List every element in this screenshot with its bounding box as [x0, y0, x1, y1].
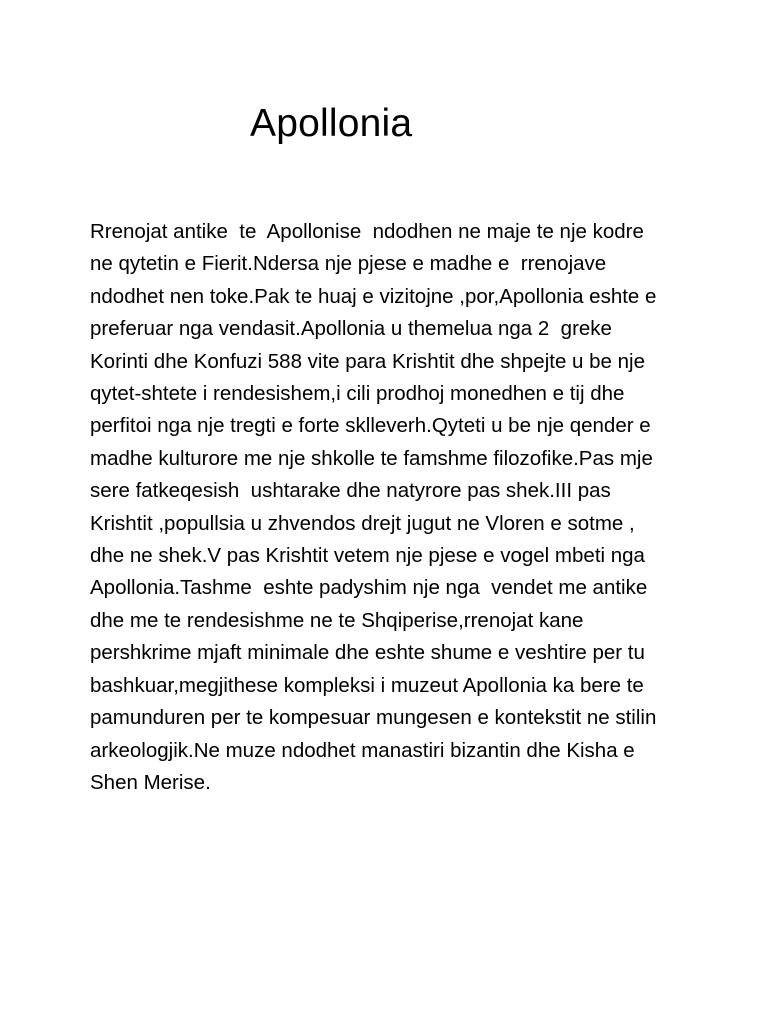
text-line: Korinti dhe Konfuzi 588 vite para Krishtit dhe shpejte u be nje — [90, 349, 645, 373]
text-line: ndodhet nen toke.Pak te huaj e vizitojne ,por,Apollonia eshte e — [90, 284, 657, 308]
text-line: pamunduren per te kompesuar mungesen e kontekstit ne stilin — [90, 706, 657, 730]
text-line: dhe ne shek.V pas Krishtit vetem nje pjese e vogel mbeti nga — [90, 544, 645, 568]
text-line: Apollonia.Tashme eshte padyshim nje nga vendet me antike — [90, 576, 648, 600]
document-title: Apollonia — [250, 102, 413, 145]
text-line: preferuar nga vendasit.Apollonia u themelua nga 2 greke — [90, 317, 612, 341]
text-line: sere fatkeqesish ushtarake dhe natyrore pas shek.III pas — [90, 479, 611, 503]
text-line: qytet-shtete i rendesishem,i cili prodhoj monedhen e tij dhe — [90, 382, 625, 406]
text-line: pershkrime mjaft minimale dhe eshte shume e veshtire per tu — [90, 641, 645, 665]
text-line: ne qytetin e Fierit.Ndersa nje pjese e madhe e rrenojave — [90, 252, 607, 276]
text-line: dhe me te rendesishme ne te Shqiperise,rrenojat kane — [90, 608, 584, 632]
text-line: madhe kulturore me nje shkolle te famshme filozofike.Pas mje — [90, 446, 653, 470]
text-line: perfitoi nga nje tregti e forte sklleverh.Qyteti u be nje qender e — [90, 414, 651, 438]
document-body — [90, 216, 710, 799]
text-line: Krishtit ,popullsia u zhvendos drejt jugut ne Vloren e sotme , — [90, 511, 635, 535]
text-line: Rrenojat antike te Apollonise ndodhen ne maje te nje kodre — [90, 220, 644, 243]
text-line: bashkuar,megjithese kompleksi i muzeut Apollonia ka bere te — [90, 673, 644, 697]
text-line: arkeologjik.Ne muze ndodhet manastiri bizantin dhe Kisha e — [90, 738, 635, 762]
text-line: Shen Merise. — [90, 770, 211, 794]
